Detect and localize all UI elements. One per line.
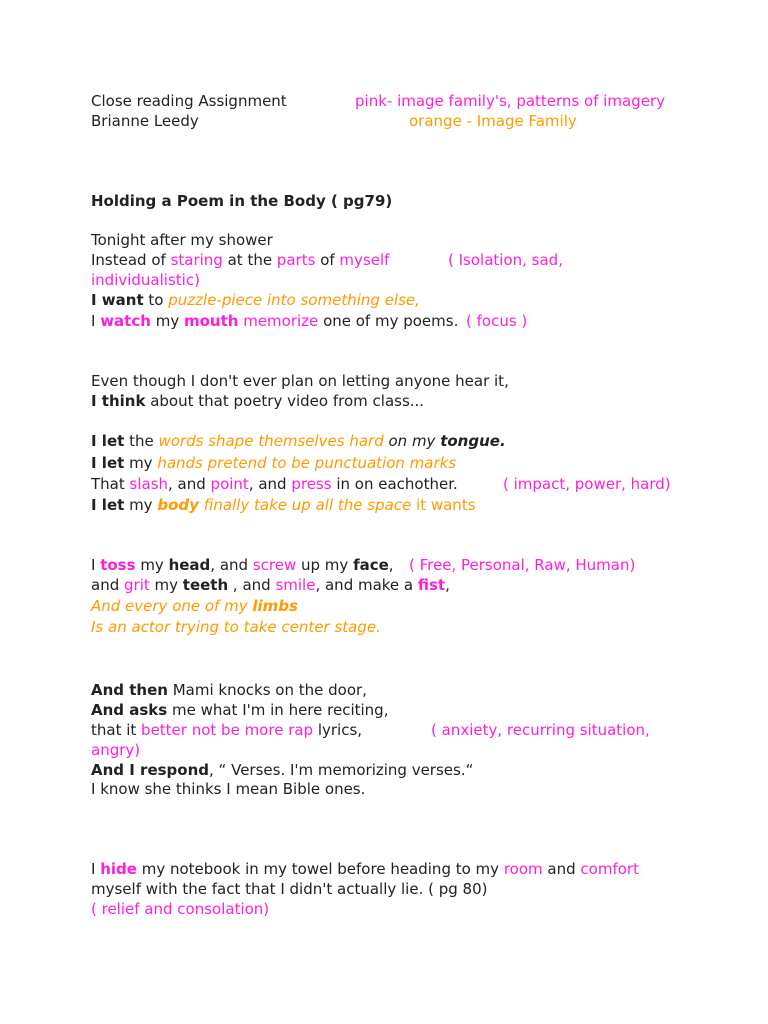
s1-line1: Tonight after my shower	[91, 231, 273, 249]
s3-line1: I let the words shape themselves hard on my tongue.	[91, 432, 506, 450]
s5-line3: that it better not be more rap lyrics,	[91, 721, 363, 739]
s5-line2: And asks me what I'm in here reciting,	[91, 701, 389, 719]
s5-line4: And I respond, “ Verses. I'm memorizing verses.“	[91, 761, 474, 779]
s5-line5: I know she thinks I mean Bible ones.	[91, 780, 366, 798]
student-name: Brianne Leedy	[91, 112, 199, 130]
s1-note-cont: individualistic)	[91, 271, 200, 289]
s3-line3: That slash, and point, and press in on eachother.	[91, 475, 458, 493]
s1-line2: Instead of staring at the parts of myself	[91, 251, 390, 269]
legend-orange: orange - Image Family	[409, 112, 577, 130]
s5-line1: And then Mami knocks on the door,	[91, 681, 367, 699]
s5-note: ( anxiety, recurring situation,	[431, 721, 650, 739]
s1-line4: I watch my mouth memorize one of my poems.	[91, 312, 459, 330]
s1-line3: I want to puzzle-piece into something else,	[91, 291, 420, 309]
s3-line2: I let my hands pretend to be punctuation marks	[91, 454, 457, 472]
s5-note-cont: angry)	[91, 741, 141, 759]
s1-note-focus: ( focus )	[466, 312, 528, 330]
s6-line1: I hide my notebook in my towel before heading to my room and comfort	[91, 860, 639, 878]
s3-note: ( impact, power, hard)	[503, 475, 671, 493]
s2-line1: Even though I don't ever plan on letting anyone hear it,	[91, 372, 509, 390]
s4-line4: Is an actor trying to take center stage.	[91, 618, 381, 636]
s4-note: ( Free, Personal, Raw, Human)	[409, 556, 636, 574]
s1-note: ( Isolation, sad,	[448, 251, 563, 269]
s4-line3: And every one of my limbs	[91, 597, 298, 615]
s4-line1: I toss my head, and screw up my face,	[91, 556, 394, 574]
poem-title: Holding a Poem in the Body ( pg79)	[91, 192, 393, 210]
s6-line2: myself with the fact that I didn't actually lie. ( pg 80)	[91, 880, 488, 898]
assignment-title: Close reading Assignment	[91, 92, 287, 110]
s2-line2: I think about that poetry video from class...	[91, 392, 425, 410]
s3-line4: I let my body finally take up all the space it wants	[91, 496, 476, 514]
legend-pink: pink- image family's, patterns of imagery	[355, 92, 666, 110]
s4-line2: and grit my teeth , and smile, and make a fist,	[91, 576, 450, 594]
s6-note: ( relief and consolation)	[91, 900, 270, 918]
